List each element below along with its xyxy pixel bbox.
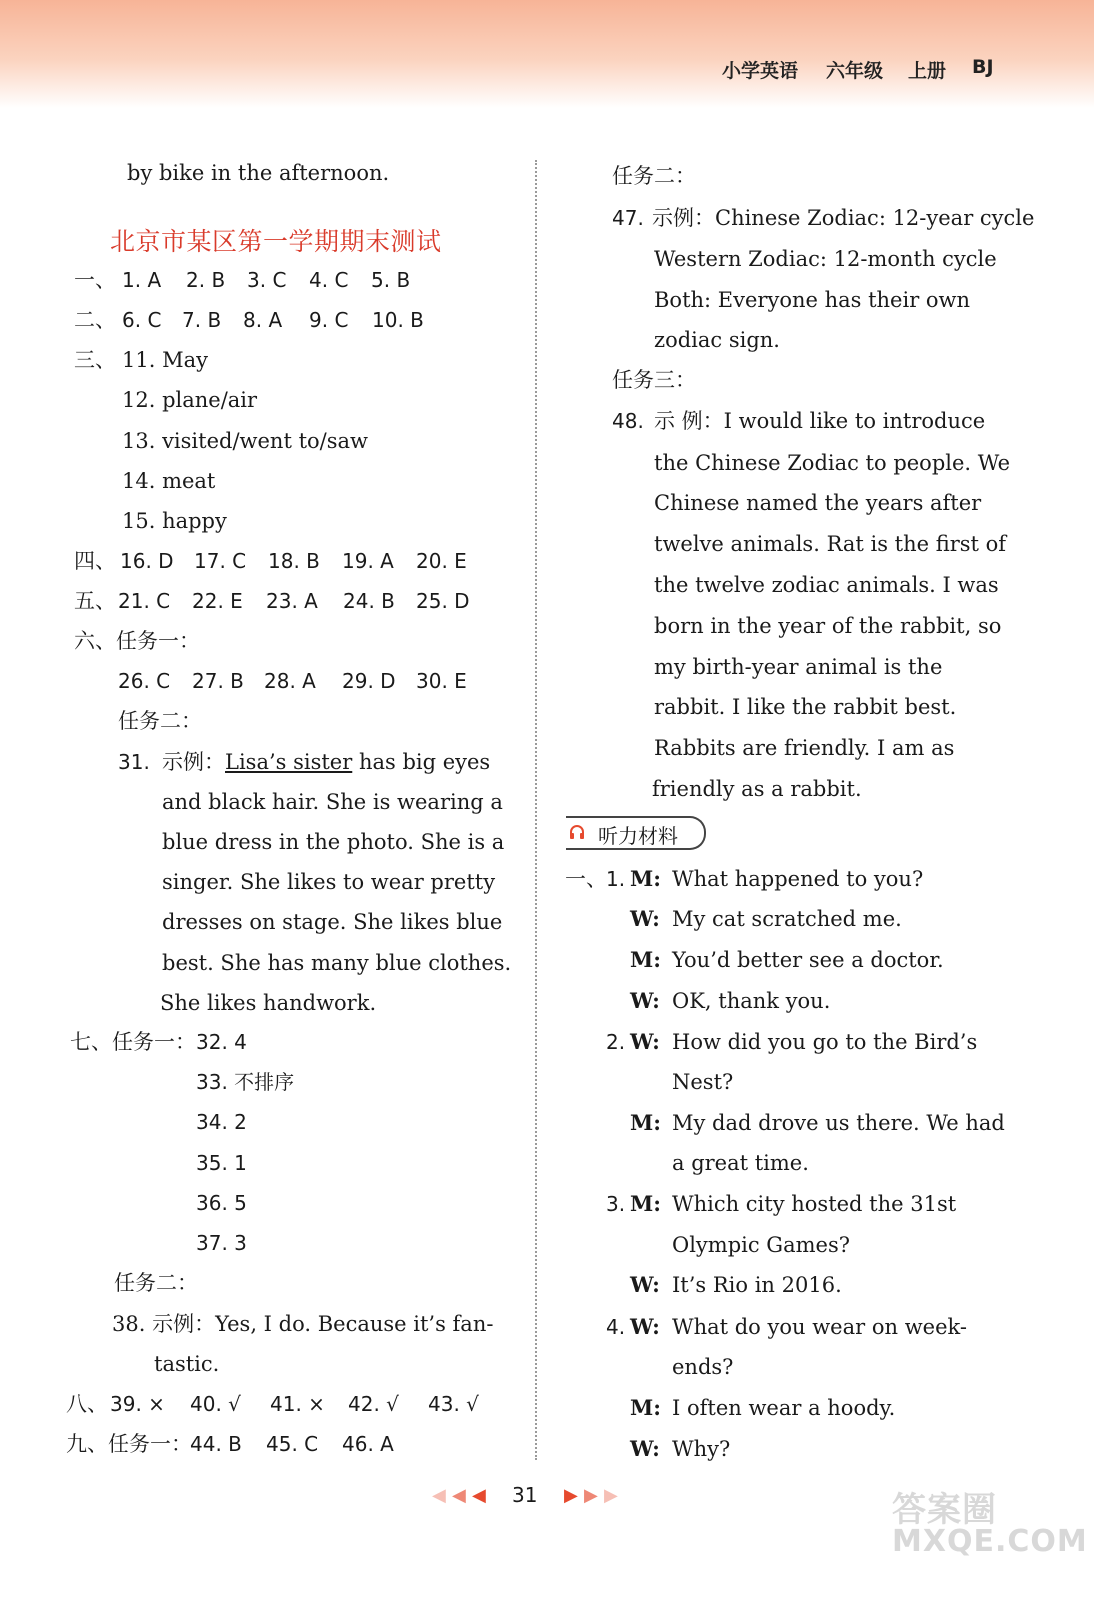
dialog-text: Which city hosted the 31st xyxy=(672,1192,957,1216)
answer-line: born in the year of the rabbit, so xyxy=(654,614,1002,638)
answer-item: 19. A xyxy=(342,549,394,573)
question-number: 31. xyxy=(118,750,150,774)
answer-item: 30. E xyxy=(416,669,467,693)
header-volume: 上册 xyxy=(908,60,947,82)
answer-line: by bike in the afternoon. xyxy=(127,161,390,185)
answer-item: 9. C xyxy=(309,308,349,332)
task-label: 任务三： xyxy=(612,368,696,392)
answer-line: 示例：Lisa’s sister has big eyes xyxy=(162,750,491,774)
listening-material-label: 听力材料 xyxy=(598,824,678,848)
answer-item: 14. meat xyxy=(122,469,216,493)
watermark-url: MXQE.COM xyxy=(892,1524,1088,1559)
answer-item: 24. B xyxy=(343,589,395,613)
section-label: 八、 xyxy=(66,1392,108,1416)
header-subject: 小学英语 xyxy=(722,60,799,82)
dialog-text: What do you wear on week- xyxy=(672,1315,967,1339)
dialog-text: a great time. xyxy=(672,1151,809,1175)
answer-item: 29. D xyxy=(342,669,396,693)
answer-item: 41. × xyxy=(270,1392,325,1416)
answer-line: friendly as a rabbit. xyxy=(652,777,862,801)
dialog-text: It’s Rio in 2016. xyxy=(672,1273,842,1297)
answer-item: 18. B xyxy=(268,549,320,573)
answer-item: 21. C xyxy=(118,589,171,613)
dialog-text: My cat scratched me. xyxy=(672,907,902,931)
answer-line: the twelve zodiac animals. I was xyxy=(654,573,999,597)
answer-item: 26. C xyxy=(118,669,171,693)
answer-line: Both: Everyone has their own xyxy=(654,288,971,312)
answer-item: 11. May xyxy=(122,348,208,372)
section-label: 一、 xyxy=(74,268,116,292)
answer-item: 36. 5 xyxy=(196,1191,247,1215)
left-arrow-icon: ◀ xyxy=(452,1485,466,1506)
answer-item: 10. B xyxy=(372,308,424,332)
section-title: 北京市某区第一学期期末测试 xyxy=(110,227,442,256)
answer-line: 38. 示例：Yes, I do. Because it’s fan- xyxy=(112,1312,494,1336)
answer-line: twelve animals. Rat is the first of xyxy=(654,532,1007,556)
section-label: 七、任务一： xyxy=(70,1030,196,1054)
answer-item: 16. D xyxy=(120,549,174,573)
answer-item: 15. happy xyxy=(122,509,227,533)
answer-item: 25. D xyxy=(416,589,470,613)
listening-material-tag xyxy=(566,816,706,850)
dialog-text: What happened to you? xyxy=(672,867,924,891)
section-label: 二、 xyxy=(74,308,116,332)
answer-line: and black hair. She is wearing a xyxy=(162,790,503,814)
answer-item: 42. √ xyxy=(348,1392,399,1416)
question-number: 47. xyxy=(612,206,644,230)
task-label: 任务二： xyxy=(612,164,696,188)
dialog-text: ends? xyxy=(672,1355,734,1379)
task-label: 任务二： xyxy=(114,1271,198,1295)
answer-item: 45. C xyxy=(266,1432,319,1456)
right-arrow-icon: ▶ xyxy=(584,1485,598,1506)
dialog-number: 3. xyxy=(606,1192,626,1216)
dialog-speaker: W: xyxy=(630,988,660,1013)
answer-item: 6. C xyxy=(122,308,162,332)
answer-item: 33. 不排序 xyxy=(196,1070,295,1094)
answer-item: 44. B xyxy=(190,1432,242,1456)
dialog-speaker: M: xyxy=(630,1191,661,1216)
dialog-speaker: W: xyxy=(630,906,660,931)
answer-line: best. She has many blue clothes. xyxy=(162,951,512,975)
dialog-text: I often wear a hoody. xyxy=(672,1396,896,1420)
answer-line: 示 例：I would like to introduce xyxy=(654,409,986,433)
answer-item: 32. 4 xyxy=(196,1030,247,1054)
right-arrow-icon: ▶ xyxy=(604,1485,618,1506)
dialog-text: How did you go to the Bird’s xyxy=(672,1030,978,1054)
dialog-speaker: W: xyxy=(630,1314,660,1339)
section-label: 四、 xyxy=(74,549,116,573)
section-label: 五、 xyxy=(74,589,116,613)
dialog-text: OK, thank you. xyxy=(672,989,831,1013)
section-label: 三、 xyxy=(74,348,116,372)
answer-line: rabbit. I like the rabbit best. xyxy=(654,695,957,719)
answer-item: 43. √ xyxy=(428,1392,479,1416)
left-arrow-icon: ◀ xyxy=(432,1485,446,1506)
answer-item: 3. C xyxy=(247,268,287,292)
answer-line: 示例：Chinese Zodiac: 12-year cycle xyxy=(652,206,1035,230)
answer-item: 2. B xyxy=(186,268,226,292)
dialog-speaker: W: xyxy=(630,1029,660,1054)
answer-item: 46. A xyxy=(342,1432,394,1456)
answer-item: 7. B xyxy=(182,308,222,332)
header-edition: BJ xyxy=(972,56,994,78)
dialog-number: 2. xyxy=(606,1030,626,1054)
section-label: 六、任务一： xyxy=(74,629,200,653)
answer-item: 4. C xyxy=(309,268,349,292)
dialog-speaker: W: xyxy=(630,1436,660,1461)
answer-item: 1. A xyxy=(122,268,162,292)
answer-item: 8. A xyxy=(243,308,283,332)
answer-line: Chinese named the years after xyxy=(654,491,982,515)
answer-line: Western Zodiac: 12-month cycle xyxy=(654,247,997,271)
page-number: 31 xyxy=(512,1483,538,1507)
answer-item: 28. A xyxy=(264,669,316,693)
answer-line: blue dress in the photo. She is a xyxy=(162,830,505,854)
dialog-number: 1. xyxy=(606,867,626,891)
headphones-icon xyxy=(568,823,586,841)
answer-item: 35. 1 xyxy=(196,1151,247,1175)
answer-item: 13. visited/went to/saw xyxy=(122,429,369,453)
dialog-text: Nest? xyxy=(672,1070,734,1094)
question-number: 48. xyxy=(612,409,644,433)
underlined-phrase: Lisa’s sister xyxy=(225,750,353,774)
dialog-text: You’d better see a doctor. xyxy=(672,948,944,972)
dialog-speaker: M: xyxy=(630,1110,661,1135)
dialog-speaker: M: xyxy=(630,947,661,972)
dialog-text: Olympic Games? xyxy=(672,1233,850,1257)
answer-item: 17. C xyxy=(194,549,247,573)
header-grade: 六年级 xyxy=(826,60,884,82)
answer-line: the Chinese Zodiac to people. We xyxy=(654,451,1011,475)
answer-item: 22. E xyxy=(192,589,243,613)
answer-item: 12. plane/air xyxy=(122,388,258,412)
answer-line: She likes handwork. xyxy=(160,991,377,1015)
answer-item: 27. B xyxy=(192,669,244,693)
header-banner xyxy=(0,0,1094,108)
dialog-speaker: W: xyxy=(630,1272,660,1297)
right-arrow-icon: ▶ xyxy=(564,1485,578,1506)
answer-line: singer. She likes to wear pretty xyxy=(162,870,496,894)
dialog-text: Why? xyxy=(672,1437,731,1461)
answer-item: 20. E xyxy=(416,549,467,573)
answer-line: zodiac sign. xyxy=(654,328,780,352)
section-label: 一、 xyxy=(565,867,607,891)
task-label: 任务二： xyxy=(118,709,202,733)
answer-item: 23. A xyxy=(266,589,318,613)
answer-line: my birth-year animal is the xyxy=(654,655,943,679)
dialog-text: My dad drove us there. We had xyxy=(672,1111,1005,1135)
column-divider xyxy=(535,160,537,1460)
answer-item: 40. √ xyxy=(190,1392,241,1416)
left-arrow-icon: ◀ xyxy=(472,1485,486,1506)
dialog-speaker: M: xyxy=(630,866,661,891)
watermark-logo: 答案圈 xyxy=(892,1490,997,1530)
dialog-speaker: M: xyxy=(630,1395,661,1420)
answer-line: dresses on stage. She likes blue xyxy=(162,910,503,934)
dialog-number: 4. xyxy=(606,1315,626,1339)
answer-item: 37. 3 xyxy=(196,1231,247,1255)
answer-item: 34. 2 xyxy=(196,1110,247,1134)
answer-item: 5. B xyxy=(371,268,411,292)
answer-line: Rabbits are friendly. I am as xyxy=(654,736,955,760)
answer-item: 39. × xyxy=(110,1392,165,1416)
answer-line: tastic. xyxy=(154,1352,220,1376)
section-label: 九、任务一： xyxy=(66,1432,192,1456)
